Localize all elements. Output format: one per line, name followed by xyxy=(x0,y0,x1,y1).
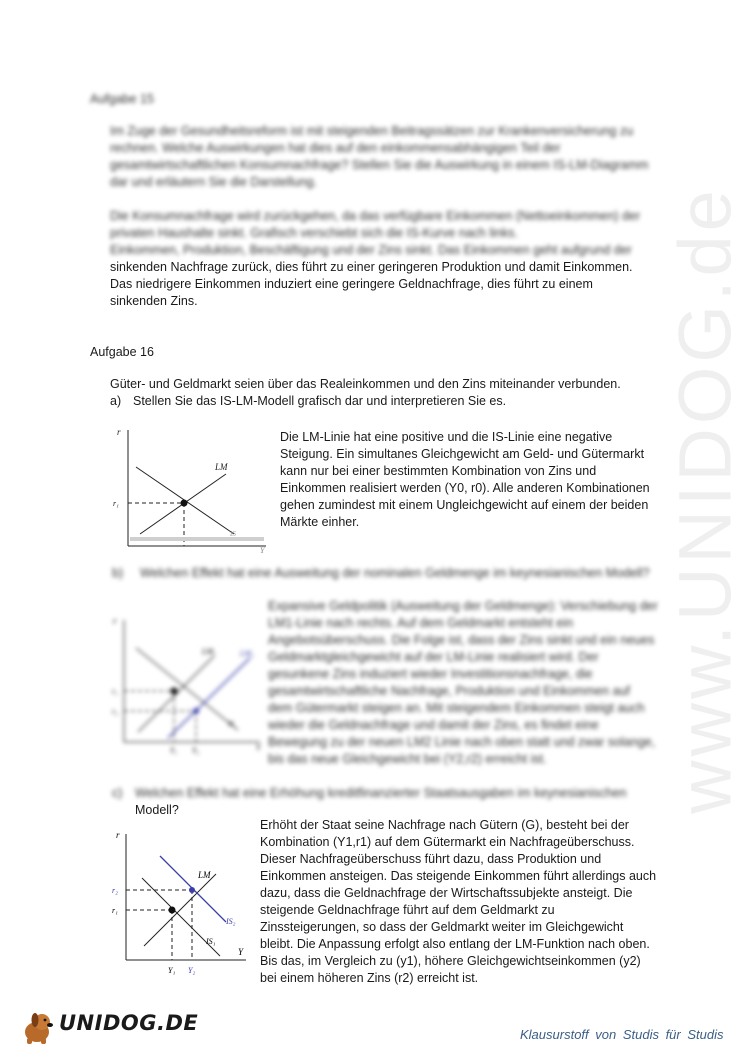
equilibrium-point xyxy=(181,500,188,507)
question-b-label: b) xyxy=(112,566,124,580)
aufgabe-16-title: Aufgabe 16 xyxy=(90,345,154,359)
question-c: Modell? xyxy=(135,803,179,817)
svg-text:r₂: r₂ xyxy=(112,707,118,716)
svg-text:r: r xyxy=(113,616,117,626)
label-is1: IS₁ xyxy=(206,937,216,946)
label-lm: LM xyxy=(215,462,228,472)
answer-c: Erhöht der Staat seine Nachfrage nach Gütern (G), besteht bei der Kombination (Y1,r1) auf dem Gütermarkt ein Nachfrageüberschuss. Dieser Nachfrageüberschuss führt dazu, dass Produktion und Einkommen ansteigen. Das steigende Einkommen führt allerdings auch dazu, dass die Geldnachfrage der Wirtschaftssubjekte ansteigt. Die steigende Geldnachfrage führt auf dem Geldmarkt zu Zinssteigerungen, so dass der Geldmarkt weiter im Gleichgewicht bleibt. Die Anpassung erfolgt also entlang der LM-Funktion nach oben. Bis das, im Vergleich zu (y1), höhere Gleichgewichtseinkommen (y2) bei einem höheren Zins (r2) erreicht ist. xyxy=(260,818,657,985)
equilibrium-2 xyxy=(189,887,195,893)
question-c-label: c) xyxy=(112,786,123,800)
label-y2: Y₂ xyxy=(188,966,196,975)
question-b: Welchen Effekt hat eine Ausweitung der nominalen Geldmenge im keynesianischen Modell? xyxy=(140,566,650,580)
answer-a: Die LM-Linie hat eine positive und die IS-Linie eine negative Steigung. Ein simultanes Gleichgewicht am Geld- und Gütermarkt kann nur bei einer bestimmten Kombination von Zins und Einkommen realisiert werden (Y0, r0). Alle anderen Kombinationen gehen zumindest mit einem Ungleichgewicht auf einem der beiden Märkte einher. xyxy=(280,430,650,529)
label-r: r xyxy=(117,427,121,437)
svg-text:Y₁: Y₁ xyxy=(170,746,178,755)
is-lm-graph-a xyxy=(112,422,272,554)
tagline: Klausurstoff von Studis für Studis xyxy=(520,1027,724,1042)
aufgabe-15-answer: sinkenden Nachfrage zurück, dies führt zu einer geringeren Produktion und damit Einkommen. Das niedrigere Einkommen induziert eine geringere Geldnachfrage, dies führt zu einem sinkenden Zins. xyxy=(110,260,633,308)
label-r: r xyxy=(116,830,120,840)
equilibrium-1 xyxy=(169,907,176,914)
svg-text:IS: IS xyxy=(228,720,234,728)
aufgabe-16-intro: Güter- und Geldmarkt seien über das Realeinkommen und den Zins miteinander verbunden. xyxy=(110,377,621,391)
aufgabe-15-title: Aufgabe 15 xyxy=(90,92,154,106)
label-is: IS xyxy=(230,530,236,538)
label-y: Y xyxy=(260,546,265,554)
svg-text:r₁: r₁ xyxy=(112,687,118,696)
label-r1: r₁ xyxy=(113,499,119,508)
is-lm-graph-c xyxy=(110,828,260,980)
svg-text:Y₂: Y₂ xyxy=(192,746,200,755)
watermark: www.UNIDOG.de xyxy=(663,186,747,814)
label-is2: IS₂ xyxy=(226,917,236,926)
question-c-blurred: Welchen Effekt hat eine Erhöhung kreditfinanzierter Staatsausgaben im keynesianischen xyxy=(135,786,627,800)
svg-text:LM₁: LM₁ xyxy=(202,647,216,656)
aufgabe-15-question: Im Zuge der Gesundheitsreform ist mit steigenden Beitragssätzen zur Krankenversicherung zu rechnen. Welche Auswirkungen hat dies auf den einkommensabhängigen Teil der gesamtwirtschaftlichen Konsumnachfrage? Stellen Sie die Auswirkung in einem IS-LM-Diagramm dar und erläutern Sie die Darstellung. xyxy=(110,124,649,189)
svg-text:LM₂: LM₂ xyxy=(240,649,254,658)
label-y1: Y₁ xyxy=(168,966,176,975)
unidog-logo xyxy=(15,1008,199,1048)
svg-text:Y: Y xyxy=(256,743,261,752)
logo-text: UNIDOG.DE xyxy=(59,1011,199,1035)
aufgabe-15-answer-blurred: Die Konsumnachfrage wird zurückgehen, da das verfügbare Einkommen (Nettoeinkommen) der privaten Haushalte sinkt. Grafisch verschiebt sich die IS-Kurve nach links. Einkommen, Produktion, Beschäftigung und der Zins sinkt. Das Einkommen geht aufgrund der xyxy=(110,209,641,257)
label-lm: LM xyxy=(198,870,211,880)
label-r1: r₁ xyxy=(112,906,118,915)
question-a-label: a) xyxy=(110,394,122,408)
label-y: Y xyxy=(238,947,244,957)
answer-b: Expansive Geldpolitik (Ausweitung der Geldmenge): Verschiebung der LM1-Linie nach rechts. Auf dem Geldmarkt entsteht ein Angebotsüberschuss. Die Folge ist, dass der Zins sinkt und ein neues Geldmarktgleichgewicht auf der LM-Linie realisiert wird. Der gesunkene Zins induziert wieder Investitionsnachfrage, die gesamtwirtschaftliche Nachfrage, Produktion und Einkommen auf dem Gütermarkt steigen an. Mit steigendem Einkommen steigt auch wieder die Geldnachfrage und damit der Zins, es findet eine Bewegung zu der neuen LM2 Linie nach oben statt und zwar solange, bis das neue Gleichgewicht bei (Y2,r2) erreicht ist. xyxy=(268,599,658,766)
dog-icon xyxy=(15,1008,61,1048)
question-a: Stellen Sie das IS-LM-Modell grafisch dar und interpretieren Sie es. xyxy=(133,394,507,408)
is-lm-graph-b xyxy=(110,612,270,762)
label-r2: r₂ xyxy=(112,886,118,895)
